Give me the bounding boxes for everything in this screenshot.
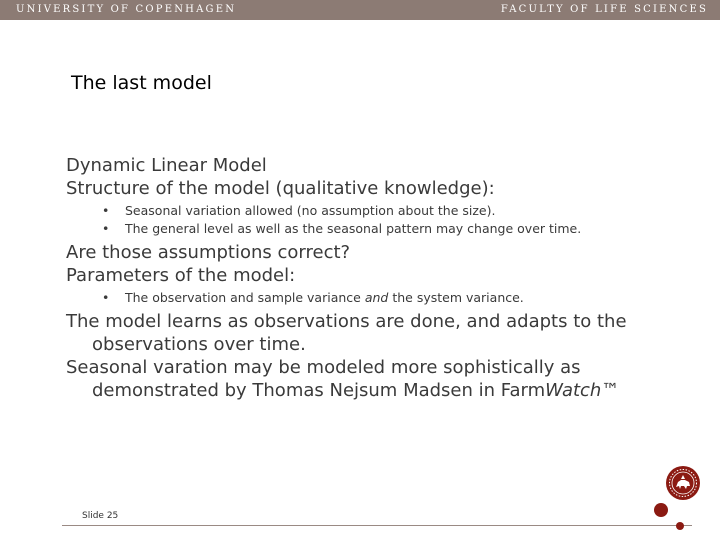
line6-text: Seasonal varation may be modeled more sophistically as demonstrated by Thomas Nejsum Madsen in Farm: [66, 357, 581, 401]
line6-em: Watch: [545, 380, 602, 401]
content-line-2: Structure of the model (qualitative knowledge):: [66, 178, 495, 199]
content-line-6: [66, 356, 706, 402]
university-name: UNIVERSITY OF COPENHAGEN: [16, 4, 237, 15]
faculty-name: FACULTY OF LIFE SCIENCES: [500, 4, 708, 15]
content-line-3: Are those assumptions correct?: [66, 242, 351, 263]
bullet-text-post: the system variance.: [388, 290, 524, 305]
bullet-dot: •: [102, 221, 110, 236]
header-bar: [0, 0, 720, 20]
bullet-list-2: [66, 289, 706, 307]
content-line-1: Dynamic Linear Model: [66, 155, 267, 176]
footer-divider: [62, 525, 692, 526]
content-line-5: The model learns as observations are done, and adapts to the observations over time.: [66, 311, 627, 355]
bullet-item: [66, 289, 706, 307]
bullet-dot: •: [102, 203, 110, 218]
bullet-list-1: [66, 202, 706, 238]
bullet-item: [66, 220, 706, 238]
line6-tm: ™: [601, 380, 620, 401]
bullet-dot: •: [102, 290, 110, 305]
content-line-4: Parameters of the model:: [66, 265, 296, 286]
slide-content: [66, 154, 706, 402]
slide-title: The last model: [71, 72, 212, 94]
bullet-text: Seasonal variation allowed (no assumption about the size).: [125, 203, 496, 218]
slide-number: Slide 25: [82, 511, 119, 521]
bullet-text-em: and: [364, 290, 389, 305]
university-seal-icon: [665, 465, 701, 501]
accent-dot-small: [676, 522, 684, 530]
accent-dot-large: [654, 503, 668, 517]
bullet-text-pre: The observation and sample variance: [125, 290, 365, 305]
bullet-text: The general level as well as the seasonal pattern may change over time.: [125, 221, 582, 236]
bullet-item: [66, 202, 706, 220]
